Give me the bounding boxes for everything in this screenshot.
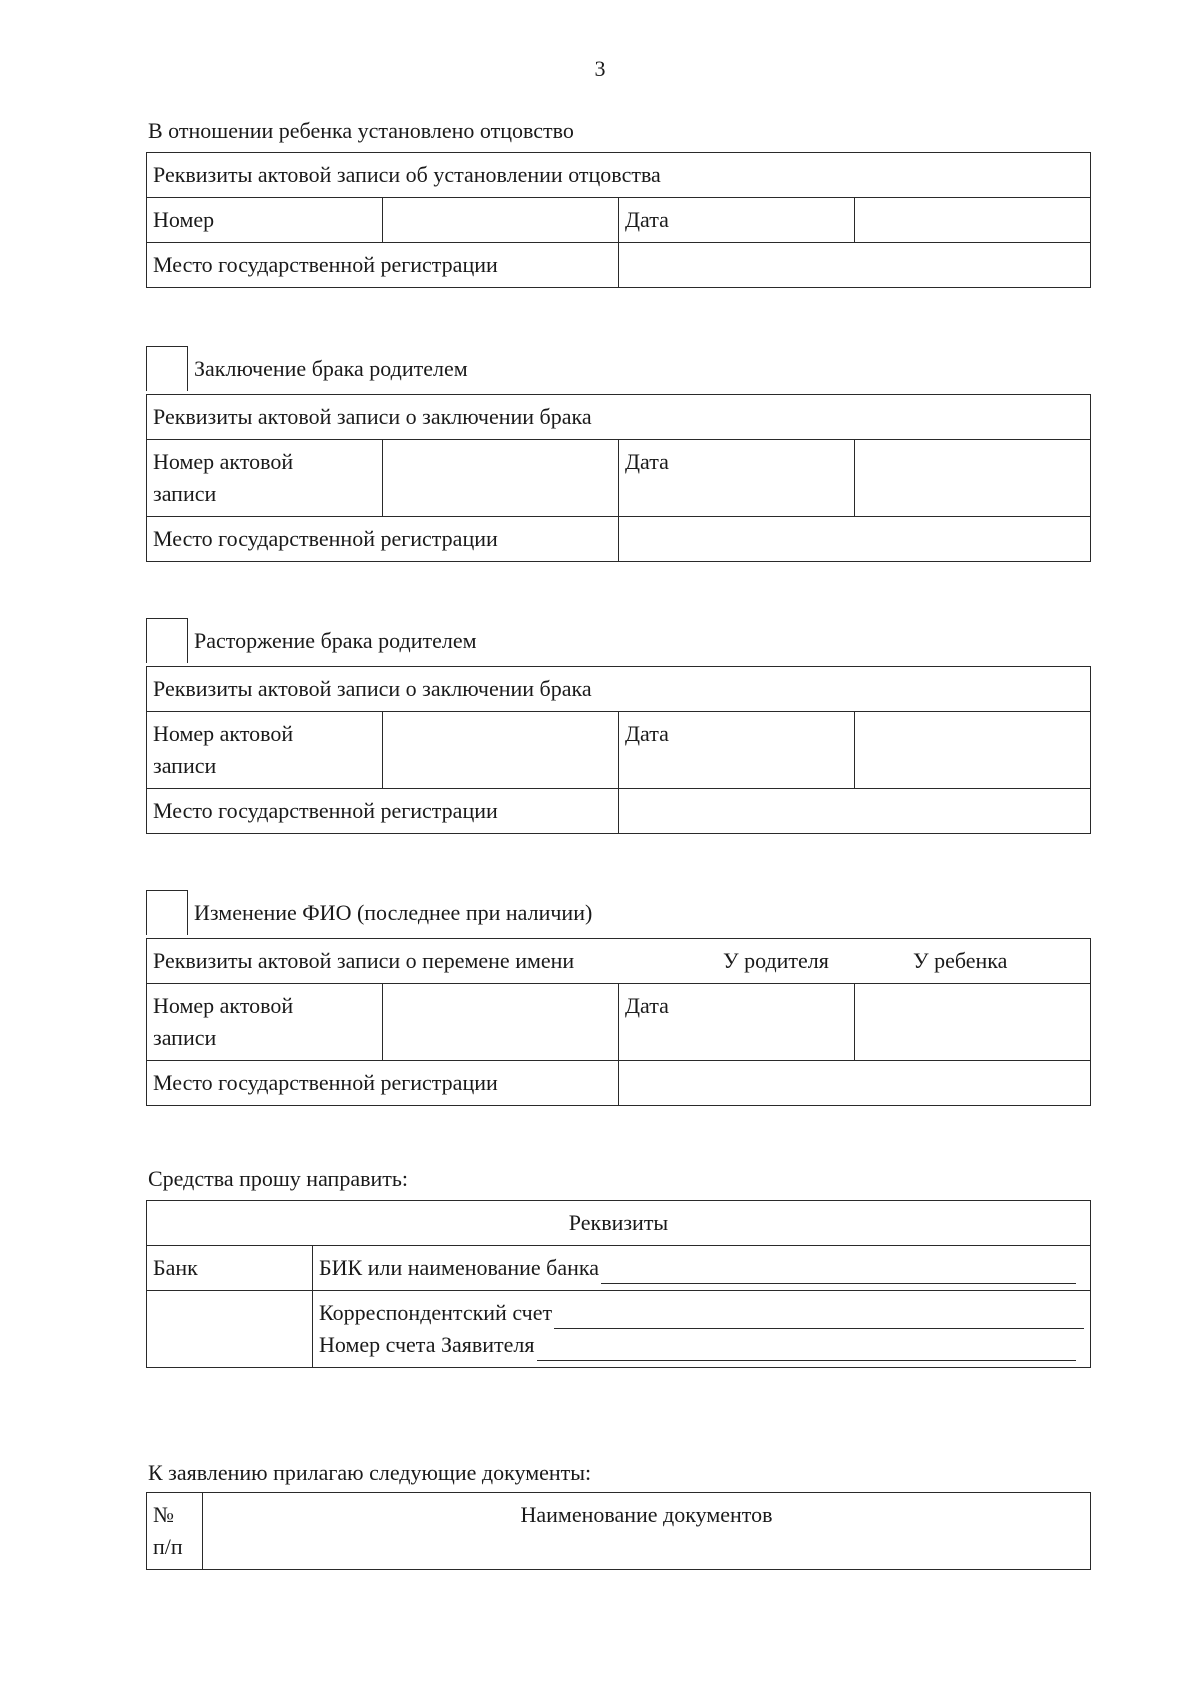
paternity-table <box>146 152 1091 288</box>
attachments-col-no <box>147 1493 203 1570</box>
name-change-date-label: Дата <box>619 984 855 1061</box>
divorce-place-label: Место государственной регистрации <box>147 789 619 834</box>
name-change-label: Изменение ФИО (последнее при наличии) <box>194 900 593 925</box>
paternity-number-label: Номер <box>147 198 383 243</box>
divorce-place-field[interactable] <box>619 789 1091 834</box>
name-change-number-label-line2: записи <box>153 1025 217 1050</box>
funds-header: Реквизиты <box>147 1201 1091 1246</box>
name-change-header-row <box>147 939 1091 984</box>
bik-row <box>313 1246 1091 1291</box>
accounts-cell <box>313 1291 1091 1368</box>
marriage-date-field[interactable] <box>855 440 1091 517</box>
bank-label: Банк <box>147 1246 313 1291</box>
paternity-number-field[interactable] <box>383 198 619 243</box>
name-change-checkbox[interactable] <box>146 890 188 935</box>
funds-caption: Средства прошу направить: <box>148 1166 409 1191</box>
attachments-col-no-line2: п/п <box>153 1534 183 1559</box>
page-number: 3 <box>594 56 606 81</box>
bik-input[interactable] <box>601 1261 1076 1284</box>
paternity-caption: В отношении ребенка установлено отцовство <box>148 118 574 143</box>
divorce-date-label: Дата <box>619 712 855 789</box>
paternity-place-field[interactable] <box>619 243 1091 288</box>
divorce-number-field[interactable] <box>383 712 619 789</box>
marriage-number-label-line2: записи <box>153 481 217 506</box>
divorce-number-label <box>147 712 383 789</box>
name-change-parent-option[interactable]: У родителя <box>723 948 829 973</box>
marriage-number-field[interactable] <box>383 440 619 517</box>
divorce-table <box>146 666 1091 834</box>
marriage-number-label <box>147 440 383 517</box>
corr-account-label: Корреспондентский счет <box>319 1300 553 1325</box>
corr-account-input[interactable] <box>554 1306 1084 1329</box>
applicant-account-input[interactable] <box>537 1338 1077 1361</box>
attachments-col-no-line1: № <box>153 1502 174 1527</box>
attachments-table <box>146 1492 1091 1570</box>
bank-empty-cell <box>147 1291 313 1368</box>
name-change-number-label-line1: Номер актовой <box>153 993 294 1018</box>
paternity-date-field[interactable] <box>855 198 1091 243</box>
marriage-table <box>146 394 1091 562</box>
name-change-number-label <box>147 984 383 1061</box>
divorce-header: Реквизиты актовой записи о заключении брака <box>147 667 1091 712</box>
paternity-place-label: Место государственной регистрации <box>147 243 619 288</box>
divorce-date-field[interactable] <box>855 712 1091 789</box>
name-change-header: Реквизиты актовой записи о перемене имени <box>153 948 575 973</box>
attachments-col-name: Наименование документов <box>203 1493 1091 1570</box>
paternity-header: Реквизиты актовой записи об установлении отцовства <box>147 153 1091 198</box>
divorce-number-label-line1: Номер актовой <box>153 721 294 746</box>
marriage-date-label: Дата <box>619 440 855 517</box>
attachments-caption: К заявлению прилагаю следующие документы: <box>148 1460 592 1485</box>
name-change-table <box>146 938 1091 1106</box>
marriage-label: Заключение брака родителем <box>194 356 468 381</box>
name-change-place-field[interactable] <box>619 1061 1091 1106</box>
bik-label: БИК или наименование банка <box>319 1255 600 1280</box>
marriage-checkbox[interactable] <box>146 346 188 391</box>
divorce-number-label-line2: записи <box>153 753 217 778</box>
paternity-date-label: Дата <box>619 198 855 243</box>
marriage-place-label: Место государственной регистрации <box>147 517 619 562</box>
name-change-date-field[interactable] <box>855 984 1091 1061</box>
divorce-label: Расторжение брака родителем <box>194 628 477 653</box>
name-change-number-field[interactable] <box>383 984 619 1061</box>
applicant-account-label: Номер счета Заявителя <box>319 1332 535 1357</box>
marriage-header: Реквизиты актовой записи о заключении брака <box>147 395 1091 440</box>
marriage-number-label-line1: Номер актовой <box>153 449 294 474</box>
divorce-checkbox[interactable] <box>146 618 188 663</box>
name-change-child-option[interactable]: У ребенка <box>913 948 1008 973</box>
name-change-place-label: Место государственной регистрации <box>147 1061 619 1106</box>
marriage-place-field[interactable] <box>619 517 1091 562</box>
funds-table <box>146 1200 1091 1368</box>
